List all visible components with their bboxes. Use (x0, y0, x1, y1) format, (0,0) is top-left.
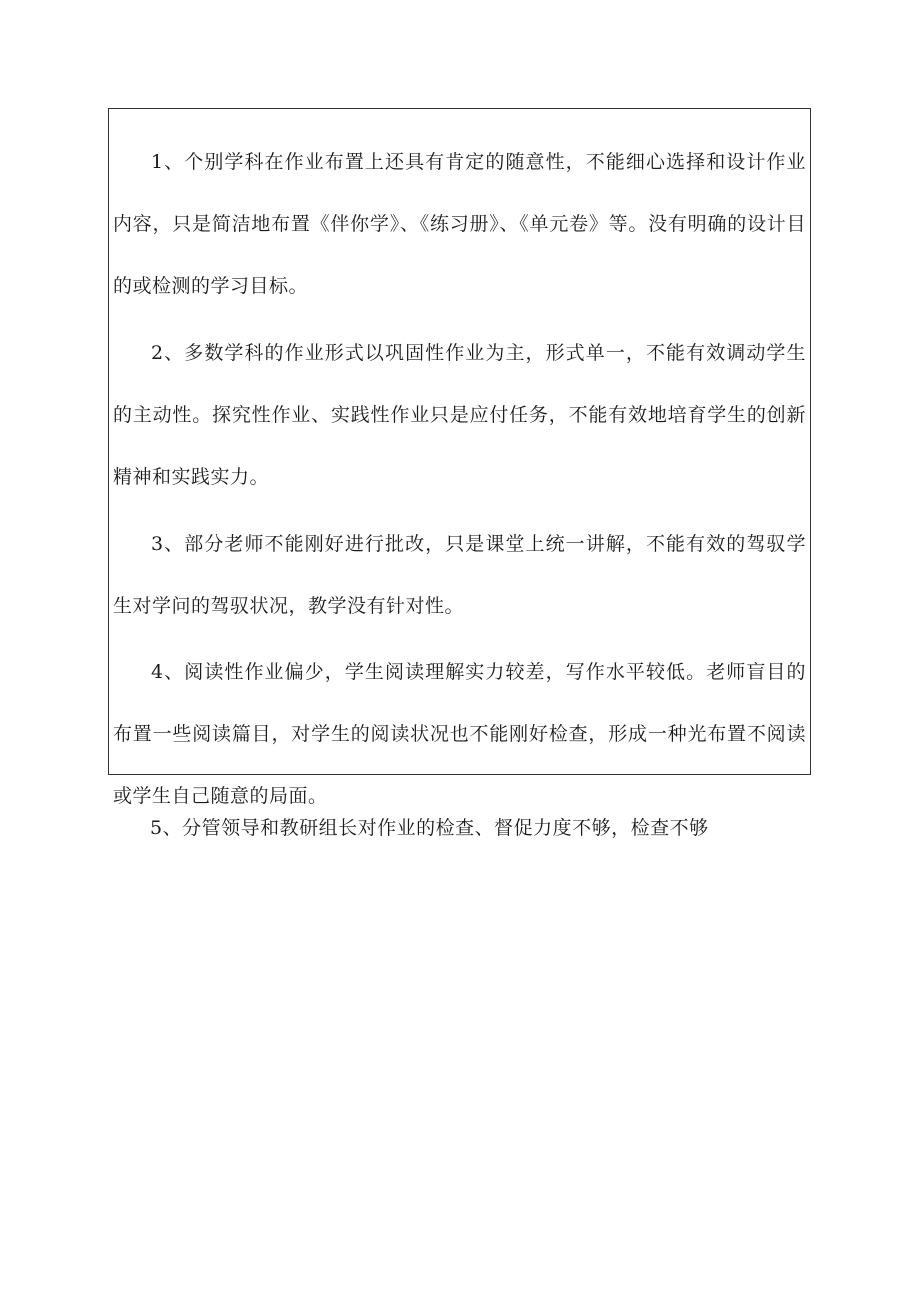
bordered-text-box (108, 108, 811, 807)
paragraph-5: 5、分管领导和教研组长对作业的检查、督促力度不够，检查不够 (150, 817, 709, 839)
paragraph-1: 1、个别学科在作业布置上还具有肯定的随意性，不能细心选择和设计作业内容，只是简洁地布置《伴你学》、《练习册》、《单元卷》等。没有明确的设计目的或检测的学习目标。 (113, 151, 806, 297)
paragraph-3: 3、部分老师不能刚好进行批改，只是课堂上统一讲解，不能有效的驾驭学生对学问的驾驭状况，教学没有针对性。 (113, 533, 806, 617)
paragraph-2: 2、多数学科的作业形式以巩固性作业为主，形式单一，不能有效调动学生的主动性。探究性作业、实践性作业只是应付任务，不能有效地培育学生的创新精神和实践实力。 (113, 342, 806, 488)
paragraph-4: 4、阅读性作业偏少，学生阅读理解实力较差，写作水平较低。老师盲目的布置一些阅读篇目，对学生的阅读状况也不能刚好检查，形成一种光布置不阅读或学生自己随意的局面。 (113, 661, 806, 807)
